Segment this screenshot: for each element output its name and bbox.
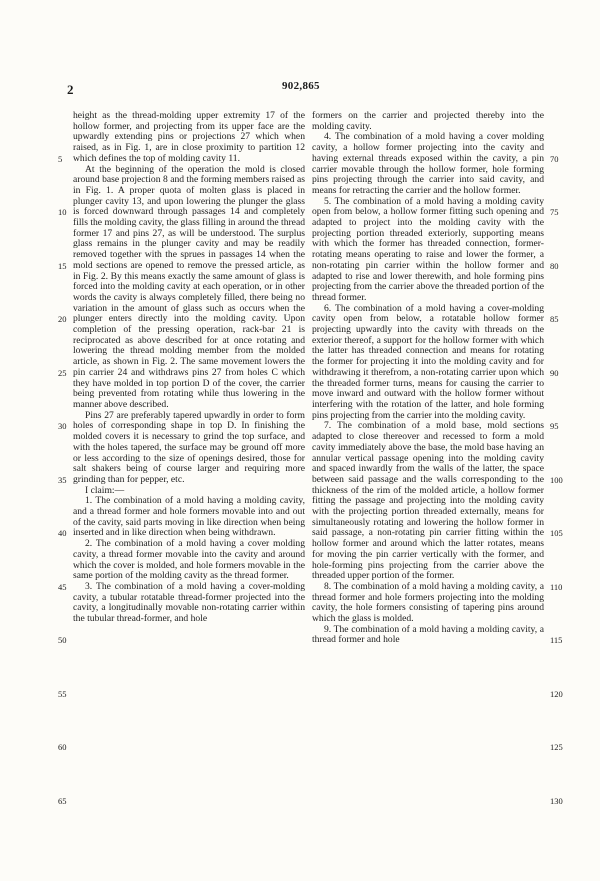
line-number: 90 [550,367,559,378]
patent-number: 902,865 [282,80,320,92]
line-number: 105 [550,528,563,539]
line-number: 20 [58,314,67,325]
left-column-paragraph: height as the thread-molding upper extremity 17 of the hollow former, and projecting from its upper face are the upwardly extending pins or projections 27 which when raised, as in Fig. 1, are in close proximity to partition 12 which defines the top of molding cavity 11. [73,110,305,164]
right-column-paragraph: 5. The combination of a mold having a molding cavity open from below, a hollow former fitting such opening and adapted to project into the molding cavity with the projecting portion threaded exteriorly, supporting means with which the former has threaded connection, former-rotating means operating to raise and lower the former, a non-rotating pin carrier within the hollow former and adapted to rise and lower therewith, and hole forming pins projecting from the carrier above the threaded portion of the thread former. [312,195,544,303]
left-column-paragraph: Pins 27 are preferably tapered upwardly in order to form holes of corresponding shape in top D. In finishing the molded covers it is necessary to grind the top surface, and with the holes tapered, the surface may be ground off more or less according to the size of openings desired, those for salt shakers being of course larger and requiring more grinding than for pepper, etc. [73,409,305,485]
line-number: 100 [550,474,563,485]
page-number: 2 [67,82,74,97]
right-column-paragraph: 8. The combination of a mold having a molding cavity, a thread former and hole formers projecting into the molding cavity, the hole formers consisting of tapering pins around which the glass is molded. [312,580,544,625]
right-column-paragraph: 7. The combination of a mold base, mold sections adapted to close thereover and recessed to form a mold cavity immediately above the base, the mold base having an annular vertical passage opening into the molding cavity and spaced inwardly from the walls of the latter, the space between said passage and the walls corresponding to the thickness of the rim of the molded article, a hollow former fitting the passage and projecting into the molding cavity with the projecting portion threaded externally, means for simultaneously rotating and lowering the hollow former in said passage, a non-rotating pin carrier fitting within the hollow former and around which the latter rotates, means for moving the pin carrier vertically with the former, and hole-forming pins projecting from the carrier above the threaded upper portion of the former. [312,420,544,582]
line-number: 25 [58,367,67,378]
line-number: 95 [550,421,559,432]
right-column [312,111,544,646]
line-number: 80 [550,260,559,271]
line-number: 50 [58,635,67,646]
line-number: 35 [58,474,67,485]
left-column-paragraph: 1. The combination of a mold having a molding cavity, and a thread former and hole formers movable into and out of the cavity, said parts moving in like direction when being inserted and in like direction when being withdrawn. [73,495,305,539]
line-number: 75 [550,207,559,218]
line-number: 70 [550,153,559,164]
left-column-paragraph: 3. The combination of a mold having a cover-molding cavity, a tubular rotatable thread-former projected into the cavity, a longitudinally movable non-rotating carrier within the tubular thread-former, and hole [73,580,305,625]
line-number: 65 [58,795,67,806]
line-number: 130 [550,795,563,806]
line-number: 15 [58,260,67,271]
right-column-paragraph: 4. The combination of a mold having a cover molding cavity, a hollow former projecting into the cavity and having external threads exposed within the cavity, a pin carrier movable through the hollow former, hole forming pins projecting through the carrier into said cavity, and means for retracting the carrier and the hollow former. [312,131,544,196]
right-column-paragraph: 9. The combination of a mold having a molding cavity, a thread former and hole [312,623,544,646]
line-number: 45 [58,581,67,592]
right-column-paragraph: 6. The combination of a mold having a cover-molding cavity open from below, a rotatable hollow former projecting upwardly into the cavity with threads on the exterior thereof, a support for the hollow former with which the latter has threaded connection and means for rotating the former for projecting it into the molding cavity and for withdrawing it therefrom, a non-rotating carrier upon which the threaded former turns, means for causing the carrier to move inward and outward with the hollow former without interfering with the rotation of the latter, and hole forming pins projecting from the carrier into the molding cavity. [312,302,544,421]
line-number: 60 [58,742,67,753]
line-number: 110 [550,581,563,592]
left-column-paragraph: I claim:— [85,484,125,496]
left-column-paragraph: 2. The combination of a mold having a cover molding cavity, a thread former movable into the cavity and around which the cover is molded, and hole formers movable in the same portion of the molding cavity as the thread former. [73,538,305,582]
right-column-paragraph: formers on the carrier and projected thereby into the molding cavity. [312,110,544,132]
line-number: 10 [58,207,67,218]
line-number: 85 [550,314,559,325]
line-number: 40 [58,528,67,539]
line-number: 115 [550,635,563,646]
line-number: 30 [58,421,67,432]
left-column-paragraph: At the beginning of the operation the mold is closed around base projection 8 and the forming members raised as in Fig. 1. A proper quota of molten glass is placed in plunger cavity 13, and upon lowering the plunger the glass is forced downward through passages 14 and completely fills the molding cavity, the glass filling in around the thread former 17 and pins 27, as will be understood. The surplus glass remains in the plunger cavity and may be readily removed together with the sprues in passages 14 when the mold sections are opened to remove the pressed article, as in Fig. 2. By this means exactly the same amount of glass is forced into the molding cavity at each operation, or in other words the cavity is always completely filled, there being no variation in the amount of glass such as occurs when the plunger enters directly into the molding cavity. Upon completion of the pressing operation, rack-bar 21 is reciprocated as above described for at once rotating and lowering the thread molding member from the molded article, as shown in Fig. 2. The same movement lowers the pin carrier 24 and withdraws pins 27 from holes C which they have molded in top portion D of the cover, the carrier being prevented from rotating while thus lowering in the manner above described. [73,163,305,410]
line-number: 125 [550,742,563,753]
left-column [73,111,305,625]
line-number: 55 [58,688,67,699]
line-number: 120 [550,688,563,699]
line-number: 5 [58,153,63,164]
